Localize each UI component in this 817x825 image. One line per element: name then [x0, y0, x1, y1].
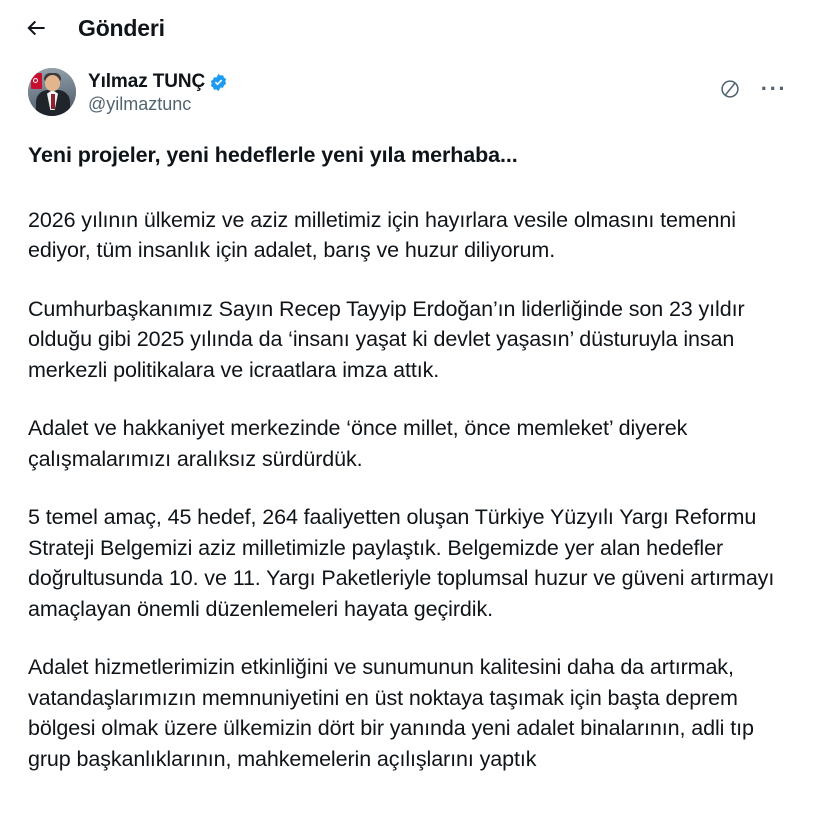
post-paragraph-lead: Yeni projeler, yeni hedeflerle yeni yıla merhaba... — [28, 143, 518, 167]
back-button[interactable] — [16, 8, 56, 48]
avatar-tie — [51, 94, 55, 109]
author-name[interactable]: Yılmaz TUNÇ — [88, 71, 206, 92]
author-text-block — [88, 68, 228, 116]
post-container — [0, 56, 817, 825]
page-title: Gönderi — [78, 14, 165, 41]
author-name-row — [88, 71, 228, 93]
verified-badge-icon — [209, 73, 228, 92]
app-header — [0, 0, 817, 56]
post-text — [28, 116, 789, 774]
post-author-row — [28, 60, 789, 116]
author-handle[interactable]: @yilmaztunc — [88, 94, 192, 114]
avatar[interactable] — [28, 68, 76, 116]
bottom-clip — [0, 811, 817, 825]
grok-icon — [719, 78, 741, 100]
post-paragraph: Adalet hizmetlerimizin etkinliğini ve sunumunun kalitesini daha da artırmak, vatandaşlarımızın memnuniyetini en üst noktaya taşımak için başta deprem bölgesi olmak üzere ülkemizin dört bir yanında yeni adalet binalarının, adli tıp grup başkanlıklarının, mahkemelerin açılışlarını yaptık — [28, 655, 754, 771]
post-paragraph: 5 temel amaç, 45 hedef, 264 faaliyetten oluşan Türkiye Yüzyılı Yargı Reformu Strateji Belgemizi aziz milletimizle paylaştık. Belgemizde yer alan hedefler doğrultusunda 10. ve 11. Yargı Paketleriyle toplumsal huzur ve güveni artırmayı amaçlayan önemli düzenlemeleri hayata geçirdik. — [28, 505, 775, 621]
turkish-flag-icon — [31, 73, 42, 89]
avatar-face — [45, 75, 60, 91]
arrow-left-icon — [24, 16, 48, 40]
post-paragraph: Adalet ve hakkaniyet merkezinde ‘önce millet, önce memleket’ diyerek çalışmalarımızı aralıksız sürdürdük. — [28, 416, 688, 471]
more-options-button[interactable] — [759, 74, 789, 104]
post-paragraph: Cumhurbaşkanımız Sayın Recep Tayyip Erdoğan’ın liderliğinde son 23 yıldır olduğu gibi 2025 yılında da ‘insanı yaşat ki devlet yaşasın’ düsturuyla insan merkezli politikalara ve icraatlara imza attık. — [28, 296, 745, 382]
post-paragraph: 2026 yılının ülkemiz ve aziz milletimiz için hayırlara vesile olmasını temenni ediyor, tüm insanlık için adalet, barış ve huzur diliyorum. — [28, 207, 736, 263]
more-options-icon: ··· — [760, 76, 788, 101]
grok-button[interactable] — [715, 74, 745, 104]
post-actions — [715, 68, 789, 104]
